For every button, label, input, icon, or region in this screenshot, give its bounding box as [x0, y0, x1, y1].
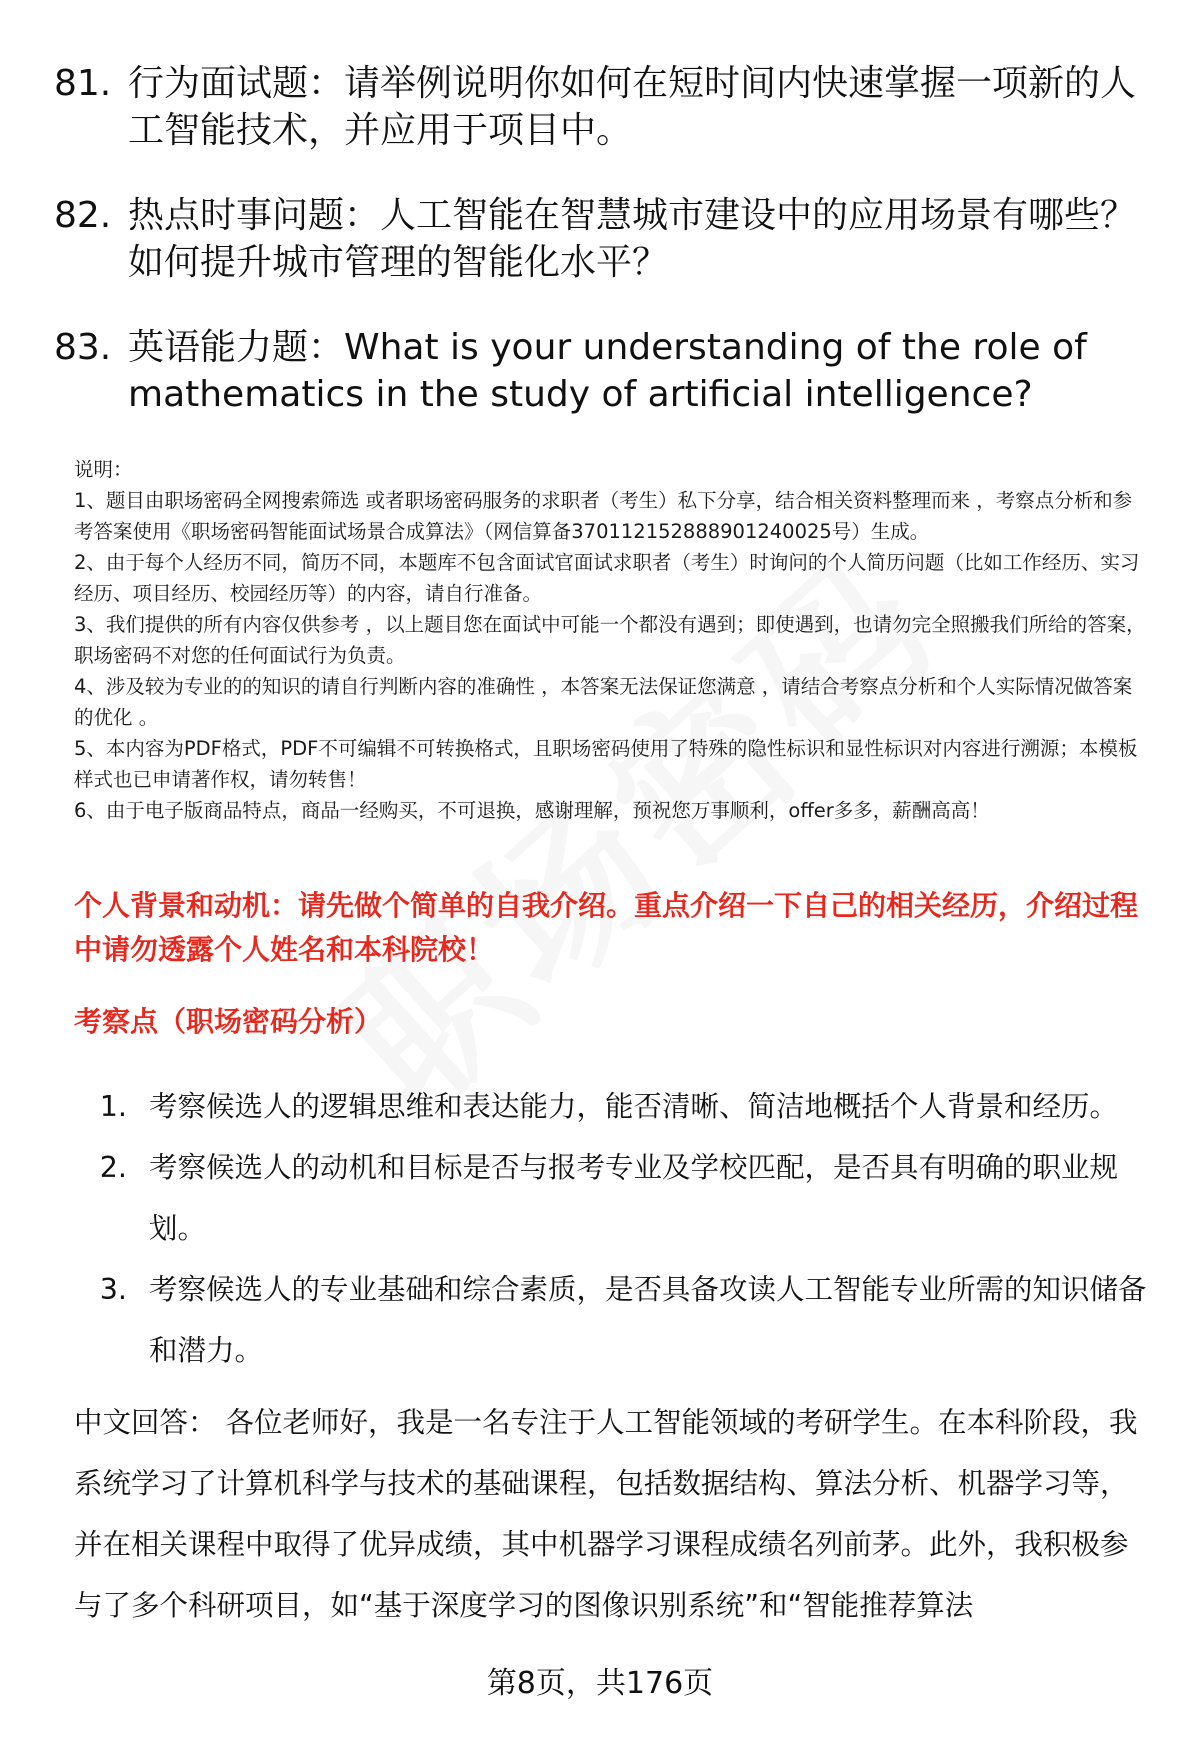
- question-text: 英语能力题：What is your understanding of the role of mathematics in the study of artificial intelligence?: [128, 327, 1087, 415]
- analysis-point: [74, 1137, 1149, 1259]
- chinese-answer: 中文回答： 各位老师好，我是一名专注于人工智能领域的考研学生。在本科阶段，我系统学习了计算机科学与技术的基础课程，包括数据结构、算法分析、机器学习等，并在相关课程中取得了优异成绩，其中机器学习课程成绩名列前茅。此外，我积极参与了多个科研项目，如“基于深度学习的图像识别系统”和“智能推荐算法: [74, 1406, 1138, 1622]
- question-number: 81.: [54, 63, 112, 104]
- point-number: 2.: [99, 1151, 127, 1184]
- note-item: 5、本内容为PDF格式，PDF不可编辑不可转换格式，且职场密码使用了特殊的隐性标识和显性标识对内容进行溯源；本模板样式也已申请著作权，请勿转售！: [74, 737, 1138, 791]
- question-item: [54, 192, 1144, 286]
- point-text: 考察候选人的逻辑思维和表达能力，能否清晰、简洁地概括个人背景和经历。: [149, 1090, 1119, 1123]
- point-text: 考察候选人的动机和目标是否与报考专业及学校匹配，是否具有明确的职业规划。: [149, 1151, 1119, 1245]
- question-list: [54, 60, 1144, 456]
- point-text: 考察候选人的专业基础和综合素质，是否具备攻读人工智能专业所需的知识储备和潜力。: [149, 1273, 1147, 1367]
- page-footer: 第8页，共176页: [486, 1666, 714, 1701]
- note-item: 3、我们提供的所有内容仅供参考 ，以上题目您在面试中可能一个都没有遇到；即使遇到，也请勿完全照搬我们所给的答案，职场密码不对您的任何面试行为负责。: [74, 613, 1146, 667]
- analysis-point: [74, 1259, 1149, 1381]
- question-item: [54, 324, 1144, 418]
- analysis-point: [74, 1076, 1149, 1137]
- note-item: 4、涉及较为专业的的知识的请自行判断内容的准确性 ，本答案无法保证您满意 ，请结合考察点分析和个人实际情况做答案的优化 。: [74, 675, 1133, 729]
- notes-heading: 说明：: [74, 458, 133, 481]
- question-number: 82.: [54, 195, 112, 236]
- question-item: [54, 60, 1144, 154]
- note-item: 6、由于电子版商品特点，商品一经购买，不可退换，感谢理解，预祝您万事顺利，offer多多，薪酬高高！: [74, 799, 990, 822]
- note-item: 2、由于每个人经历不同，简历不同，本题库不包含面试官面试求职者（考生）时询问的个人简历问题（比如工作经历、实习经历、项目经历、校园经历等）的内容，请自行准备。: [74, 551, 1140, 605]
- question-number: 83.: [54, 327, 112, 368]
- section-title: 个人背景和动机：请先做个简单的自我介绍。重点介绍一下自己的相关经历，介绍过程中请勿透露个人姓名和本科院校！: [74, 889, 1139, 966]
- disclaimer-notes: [74, 454, 1149, 826]
- question-text: 热点时事问题：人工智能在智慧城市建设中的应用场景有哪些？如何提升城市管理的智能化水平？: [128, 195, 1137, 283]
- analysis-points: [74, 1076, 1149, 1381]
- question-text: 行为面试题：请举例说明你如何在短时间内快速掌握一项新的人工智能技术，并应用于项目中。: [128, 63, 1137, 151]
- note-item: 1、题目由职场密码全网搜索筛选 或者职场密码服务的求职者（考生）私下分享，结合相关资料整理而来 ，考察点分析和参考答案使用《职场密码智能面试场景合成算法》（网信算备370112152888901240025号）生成。: [74, 489, 1133, 543]
- point-number: 1.: [99, 1090, 127, 1123]
- analysis-title: 考察点（职场密码分析）: [74, 1005, 383, 1038]
- point-number: 3.: [99, 1273, 127, 1306]
